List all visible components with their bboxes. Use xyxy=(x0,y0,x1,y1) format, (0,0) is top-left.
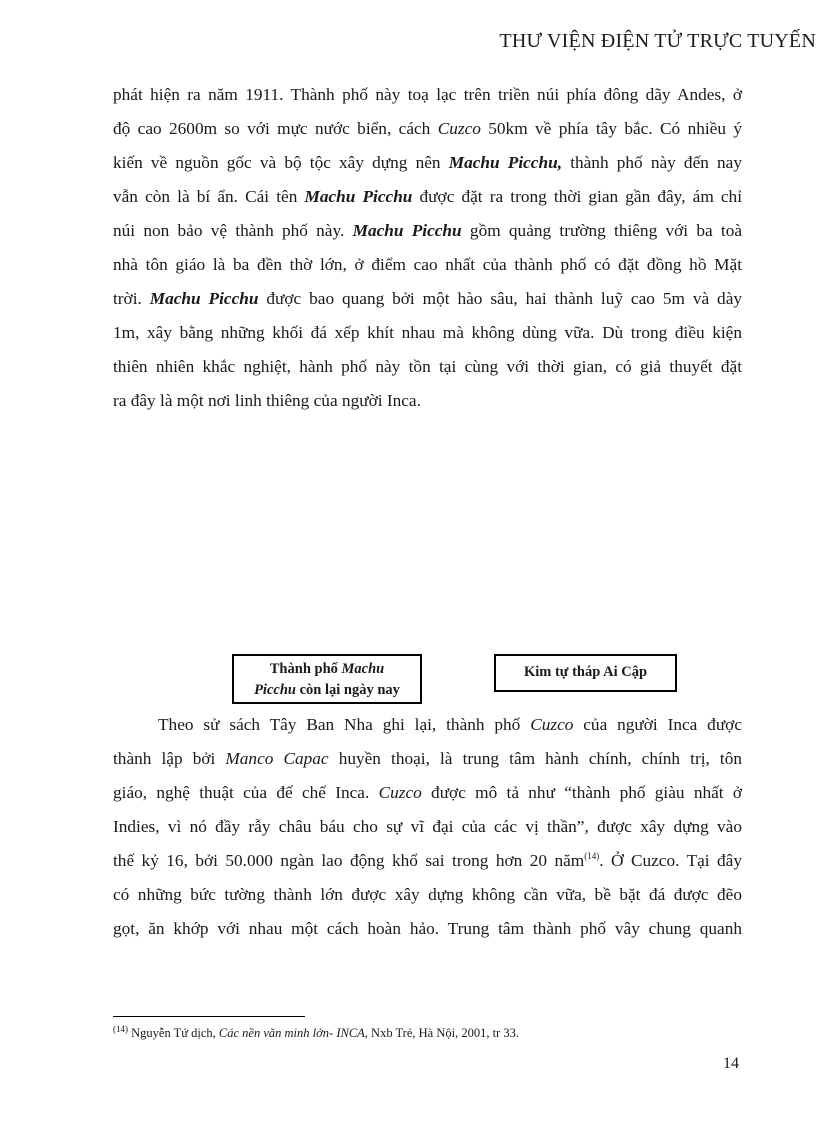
text-line xyxy=(113,180,742,214)
footnote-divider xyxy=(113,1016,305,1017)
text-run: gồm quảng trường thiêng với ba toà xyxy=(461,221,743,240)
emphasis-text: Machu xyxy=(341,661,385,677)
text-run: độ cao 2600m so với mực nước biển, cách xyxy=(113,119,438,138)
text-line xyxy=(113,214,742,248)
text-line xyxy=(113,350,742,384)
text-line xyxy=(113,146,742,180)
text-run: trời. xyxy=(113,289,150,308)
text-line xyxy=(254,682,400,698)
text-run: . Ở Cuzco. Tại đây xyxy=(599,851,742,870)
footnote-ref: (14) xyxy=(113,1023,128,1034)
text-line xyxy=(113,810,742,844)
text-run: giáo, nghệ thuật của đế chế Inca. xyxy=(113,783,379,802)
text-run: Indies, vì nó đầy rẫy châu báu cho sự vĩ đại của các vị thần”, được xây dựng vào xyxy=(113,817,742,836)
emphasis-text: Machu Picchu xyxy=(149,289,259,308)
text-run: Nxb Trẻ, Hà Nội, 2001, tr 33. xyxy=(367,1026,519,1040)
text-run: kiến về nguồn gốc và bộ tộc xây dựng nên xyxy=(113,153,449,172)
text-run: thành phố này đến nay xyxy=(562,153,742,172)
text-line xyxy=(113,844,742,878)
text-line xyxy=(113,708,742,742)
text-run: núi non bảo vệ thành phố này. xyxy=(113,221,353,240)
text-run: huyền thoại, là trung tâm hành chính, chính trị, tôn xyxy=(328,749,743,768)
text-run: Thành phố xyxy=(269,661,342,677)
text-run: được mô tả như “thành phố giàu nhất ở xyxy=(421,783,742,802)
emphasis-text: Manco Capac xyxy=(225,749,329,768)
text-line xyxy=(270,661,384,677)
text-run: thành lập bởi xyxy=(113,749,226,768)
text-run: Theo sử sách Tây Ban Nha ghi lại, thành phố xyxy=(158,715,531,734)
emphasis-text: Machu Picchu xyxy=(304,187,413,206)
text-run: 50km về phía tây bắc. Có nhiều ý xyxy=(480,119,742,138)
text-run: của người Inca được xyxy=(573,715,742,734)
text-run: gọt, ăn khớp với nhau một cách hoàn hảo. Trung tâm thành phố vây chung quanh xyxy=(113,919,742,938)
text-line xyxy=(113,248,742,282)
footnote-ref: (14) xyxy=(584,851,600,862)
text-run: vẫn còn là bí ẩn. Cái tên xyxy=(113,187,305,206)
footnote-14 xyxy=(113,1023,519,1041)
text-run: được đặt ra trong thời gian gần đây, ám chỉ xyxy=(412,187,742,206)
text-line xyxy=(113,282,742,316)
text-line xyxy=(113,112,742,146)
text-line xyxy=(113,384,742,418)
text-run: Nguyễn Tứ dịch, xyxy=(128,1026,219,1040)
text-run: phát hiện ra năm 1911. Thành phố này toạ lạc trên triền núi phía đông dãy Andes, ở xyxy=(113,85,742,104)
emphasis-text: Cuzco xyxy=(437,119,481,138)
text-line xyxy=(113,776,742,810)
text-run: nhà tôn giáo là ba đền thờ lớn, ở điểm cao nhất của thành phố có đặt đồng hồ Mặt xyxy=(113,255,742,274)
caption-egypt-pyramid: Kim tự tháp Ai Cập xyxy=(494,654,677,692)
text-line xyxy=(113,316,742,350)
text-run: thiên nhiên khắc nghiệt, hành phố này tồn tại cùng với thời gian, có giả thuyết đặt xyxy=(113,357,742,376)
emphasis-text: Picchu xyxy=(254,682,296,698)
paragraph-cuzco xyxy=(113,708,742,946)
page-number: 14 xyxy=(723,1055,739,1072)
caption-machu-picchu xyxy=(232,654,422,704)
text-run: 1m, xây bằng những khối đá xếp khít nhau mà không dùng vữa. Dù trong điều kiện xyxy=(113,323,742,342)
library-header: THƯ VIỆN ĐIỆN TỬ TRỰC TUYẾN xyxy=(499,30,816,52)
text-line xyxy=(113,878,742,912)
text-run: có những bức tường thành lớn được xây dựng không cần vữa, bề bặt đá được đẽo xyxy=(113,885,742,904)
text-run: thế kỷ 16, bởi 50.000 ngàn lao động khổ sai trong hơn 20 năm xyxy=(113,851,585,870)
text-line xyxy=(113,78,742,112)
emphasis-text: Cuzco xyxy=(378,783,422,802)
text-line xyxy=(113,912,742,946)
emphasis-text: Các nền văn minh lớn- INCA, xyxy=(218,1026,368,1040)
text-run: ra đây là một nơi linh thiêng của người Inca. xyxy=(113,391,421,410)
emphasis-text: Cuzco xyxy=(530,715,574,734)
emphasis-text: Machu Picchu, xyxy=(448,153,563,172)
paragraph-machu-picchu xyxy=(113,78,742,418)
text-run: được bao quang bởi một hào sâu, hai thành luỹ cao 5m và dày xyxy=(258,289,743,308)
text-run: còn lại ngày nay xyxy=(295,682,400,698)
text-line xyxy=(113,742,742,776)
emphasis-text: Machu Picchu xyxy=(352,221,462,240)
